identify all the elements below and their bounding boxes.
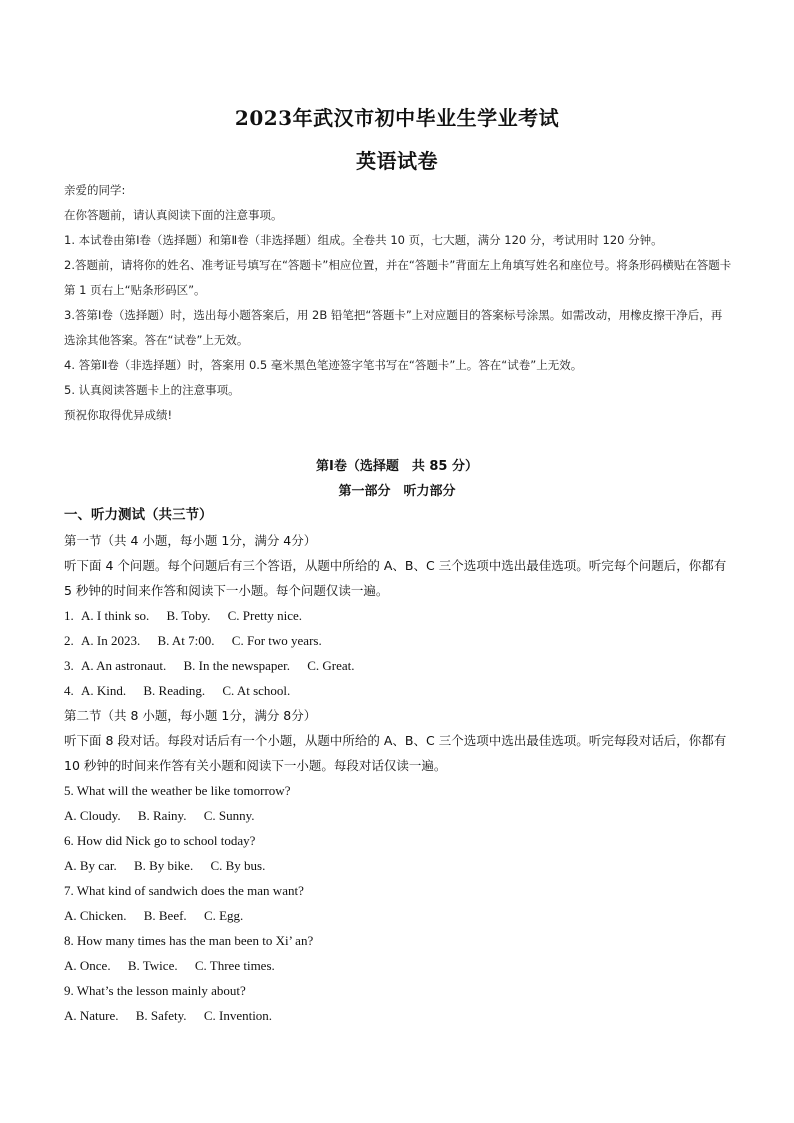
option-a: A. By car. [64, 858, 117, 873]
option-c: C. For two years. [231, 633, 322, 648]
question-row [64, 653, 734, 678]
option-a: A. Nature. [64, 1008, 119, 1023]
option-a: A. Cloudy. [64, 808, 121, 823]
option-c: C. Egg. [203, 908, 244, 923]
option-b: B. Safety. [135, 1008, 187, 1023]
notice-closing: 预祝你取得优异成绩! [64, 408, 173, 422]
question-row [64, 678, 734, 703]
section2-instruction: 听下面 8 段对话。每段对话后有一个小题，从题中所给的 A、B、C 三个选项中选出最佳选项。听完每段对话后，你都有 10 秒钟的时间来作答有关小题和阅读下一小题。每段对话仅读一遍。 [64, 733, 727, 773]
question-row [64, 603, 734, 628]
option-b: B. At 7:00. [157, 633, 215, 648]
exam-subtitle: 英语试卷 [356, 149, 438, 173]
option-b: B. By bike. [133, 858, 194, 873]
option-b: B. Toby. [166, 608, 211, 623]
question-stem: 8. How many times has the man been to Xi’ an? [64, 933, 314, 948]
option-b: B. Rainy. [137, 808, 187, 823]
option-c: C. Invention. [203, 1008, 273, 1023]
question-stem: 7. What kind of sandwich does the man want? [64, 883, 304, 898]
option-a: A. Once. [64, 958, 111, 973]
question-number: 4. [64, 683, 74, 698]
question-options [64, 1003, 734, 1028]
option-c: C. Sunny. [203, 808, 255, 823]
option-c: C. At school. [222, 683, 291, 698]
option-a: A. Kind. [81, 683, 127, 698]
notice-block [64, 178, 732, 428]
question-number: 1. [64, 608, 74, 623]
part-subtitle: 第一部分 听力部分 [338, 484, 456, 499]
option-b: B. Reading. [143, 683, 206, 698]
option-a: A. In 2023. [81, 633, 141, 648]
question-options [64, 903, 734, 928]
section1-title: 第一节（共 4 小题，每小题 1分，满分 4分） [64, 533, 317, 548]
option-b: B. Twice. [127, 958, 178, 973]
listening-heading: 一、听力测试（共三节） [64, 507, 213, 523]
question-options [64, 853, 734, 878]
option-a: A. An astronaut. [81, 658, 167, 673]
question-stem: 6. How did Nick go to school today? [64, 833, 256, 848]
question-options [64, 803, 734, 828]
question-options [64, 953, 734, 978]
notice-item: 1. 本试卷由第Ⅰ卷（选择题）和第Ⅱ卷（非选择题）组成。全卷共 10 页，七大题，满分 120 分，考试用时 120 分钟。 [64, 233, 663, 247]
part-title: 第Ⅰ卷（选择题 共 85 分） [316, 459, 478, 474]
notice-item: 4. 答第Ⅱ卷（非选择题）时，答案用 0.5 毫米黑色笔迹签字笔书写在“答题卡”上。答在“试卷”上无效。 [64, 358, 583, 372]
option-b: B. Beef. [143, 908, 187, 923]
option-c: C. Three times. [194, 958, 275, 973]
question-number: 3. [64, 658, 74, 673]
notice-greeting: 亲爱的同学: [64, 183, 126, 197]
listening-section [64, 503, 734, 1028]
exam-title: 2023年武汉市初中毕业生学业考试 [234, 106, 560, 130]
question-row [64, 628, 734, 653]
section1-instruction: 听下面 4 个问题。每个问题后有三个答语，从题中所给的 A、B、C 三个选项中选出最佳选项。听完每个问题后，你都有 5 秒钟的时间来作答和阅读下一小题。每个问题仅读一遍。 [64, 558, 727, 598]
notice-intro: 在你答题前，请认真阅读下面的注意事项。 [64, 208, 283, 222]
option-c: C. By bus. [210, 858, 266, 873]
option-a: A. Chicken. [64, 908, 127, 923]
notice-item: 2.答题前，请将你的姓名、准考证号填写在“答题卡”相应位置，并在“答题卡”背面左上角填写姓名和座位号。将条形码横贴在答题卡第 1 页右上“贴条形码区”。 [64, 258, 732, 297]
question-number: 2. [64, 633, 74, 648]
notice-item: 3.答第Ⅰ卷（选择题）时，选出每小题答案后，用 2B 铅笔把“答题卡”上对应题目的答案标号涂黑。如需改动，用橡皮擦干净后，再选涂其他答案。答在“试卷”上无效。 [64, 308, 723, 347]
option-c: C. Great. [307, 658, 355, 673]
section2-title: 第二节（共 8 小题，每小题 1分，满分 8分） [64, 708, 317, 723]
question-stem: 5. What will the weather be like tomorrow? [64, 783, 291, 798]
notice-item: 5. 认真阅读答题卡上的注意事项。 [64, 383, 240, 397]
option-c: C. Pretty nice. [227, 608, 303, 623]
option-a: A. I think so. [81, 608, 150, 623]
question-stem: 9. What’s the lesson mainly about? [64, 983, 246, 998]
option-b: B. In the newspaper. [183, 658, 290, 673]
